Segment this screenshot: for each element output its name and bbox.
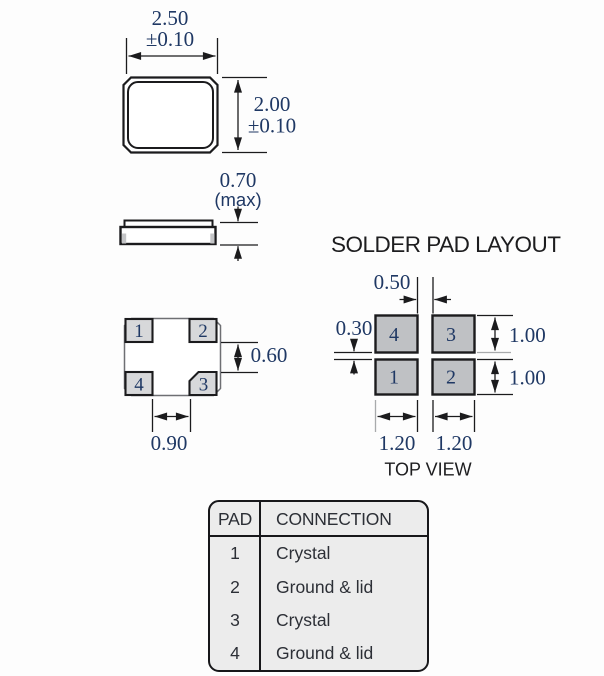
dim-pad-gap-y: 0.30 [335, 316, 373, 340]
side-terminal-left [122, 234, 126, 244]
table-row [210, 570, 427, 603]
side-terminal-right [210, 234, 214, 244]
pad-number-cell: 4 [230, 643, 240, 664]
package-top-view [124, 6, 297, 153]
table-row [210, 637, 427, 670]
dim-body-height: 2.00 [253, 92, 291, 116]
table-column-divider [259, 502, 261, 670]
bottom-pad-2-number: 2 [198, 321, 208, 342]
dim-pad-height-top: 1.00 [509, 323, 546, 347]
dim-pad-gap-x: 0.50 [373, 270, 411, 294]
bottom-pad-1-number: 1 [134, 321, 144, 342]
solder-pad-3-number: 3 [446, 324, 456, 346]
dim-pad-height-bottom: 1.00 [509, 365, 546, 390]
dim-pad-height: 0.60 [250, 343, 288, 367]
dim-package-thickness: 0.70 [219, 168, 257, 192]
connection-cell: Ground & lid [276, 643, 374, 664]
dim-thickness-note: (max) [214, 189, 262, 210]
bottom-pad-4-number: 4 [134, 374, 144, 396]
dim-pad-width-left: 1.20 [378, 431, 416, 455]
pad-number-cell: 1 [230, 543, 240, 564]
table-header-divider [210, 535, 427, 537]
dim-pad-width-right: 1.20 [435, 431, 473, 455]
pad-number-cell: 3 [230, 609, 240, 630]
side-body [121, 227, 216, 244]
table-header-row [210, 502, 427, 537]
dim-pad-inner-gap: 0.90 [150, 431, 188, 455]
solder-pad-4-number: 4 [389, 324, 399, 346]
header-pad: PAD [217, 509, 253, 529]
package-bottom-view [125, 319, 288, 456]
pinout-table [208, 500, 429, 672]
connection-cell: Crystal [276, 609, 331, 630]
connection-cell: Ground & lid [276, 576, 374, 597]
package-body-outline [124, 78, 218, 153]
table-row [210, 537, 427, 570]
bottom-pad-3-number: 3 [198, 374, 209, 396]
top-view-label: TOP VIEW [384, 459, 472, 480]
dim-body-width: 2.50 [151, 6, 189, 30]
solder-pad-layout-title: SOLDER PAD LAYOUT [331, 232, 561, 257]
connection-cell: Crystal [276, 543, 331, 564]
dim-body-width-tolerance: ±0.10 [145, 27, 195, 51]
solder-pad-layout [331, 232, 561, 480]
table-row [210, 604, 427, 637]
solder-pad-2-number: 2 [446, 366, 456, 389]
header-connection: CONNECTION [276, 509, 392, 529]
dim-body-height-tolerance: ±0.10 [247, 113, 297, 138]
solder-pad-1-number: 1 [389, 366, 399, 389]
package-side-view [121, 168, 262, 261]
pad-number-cell: 2 [230, 576, 240, 597]
